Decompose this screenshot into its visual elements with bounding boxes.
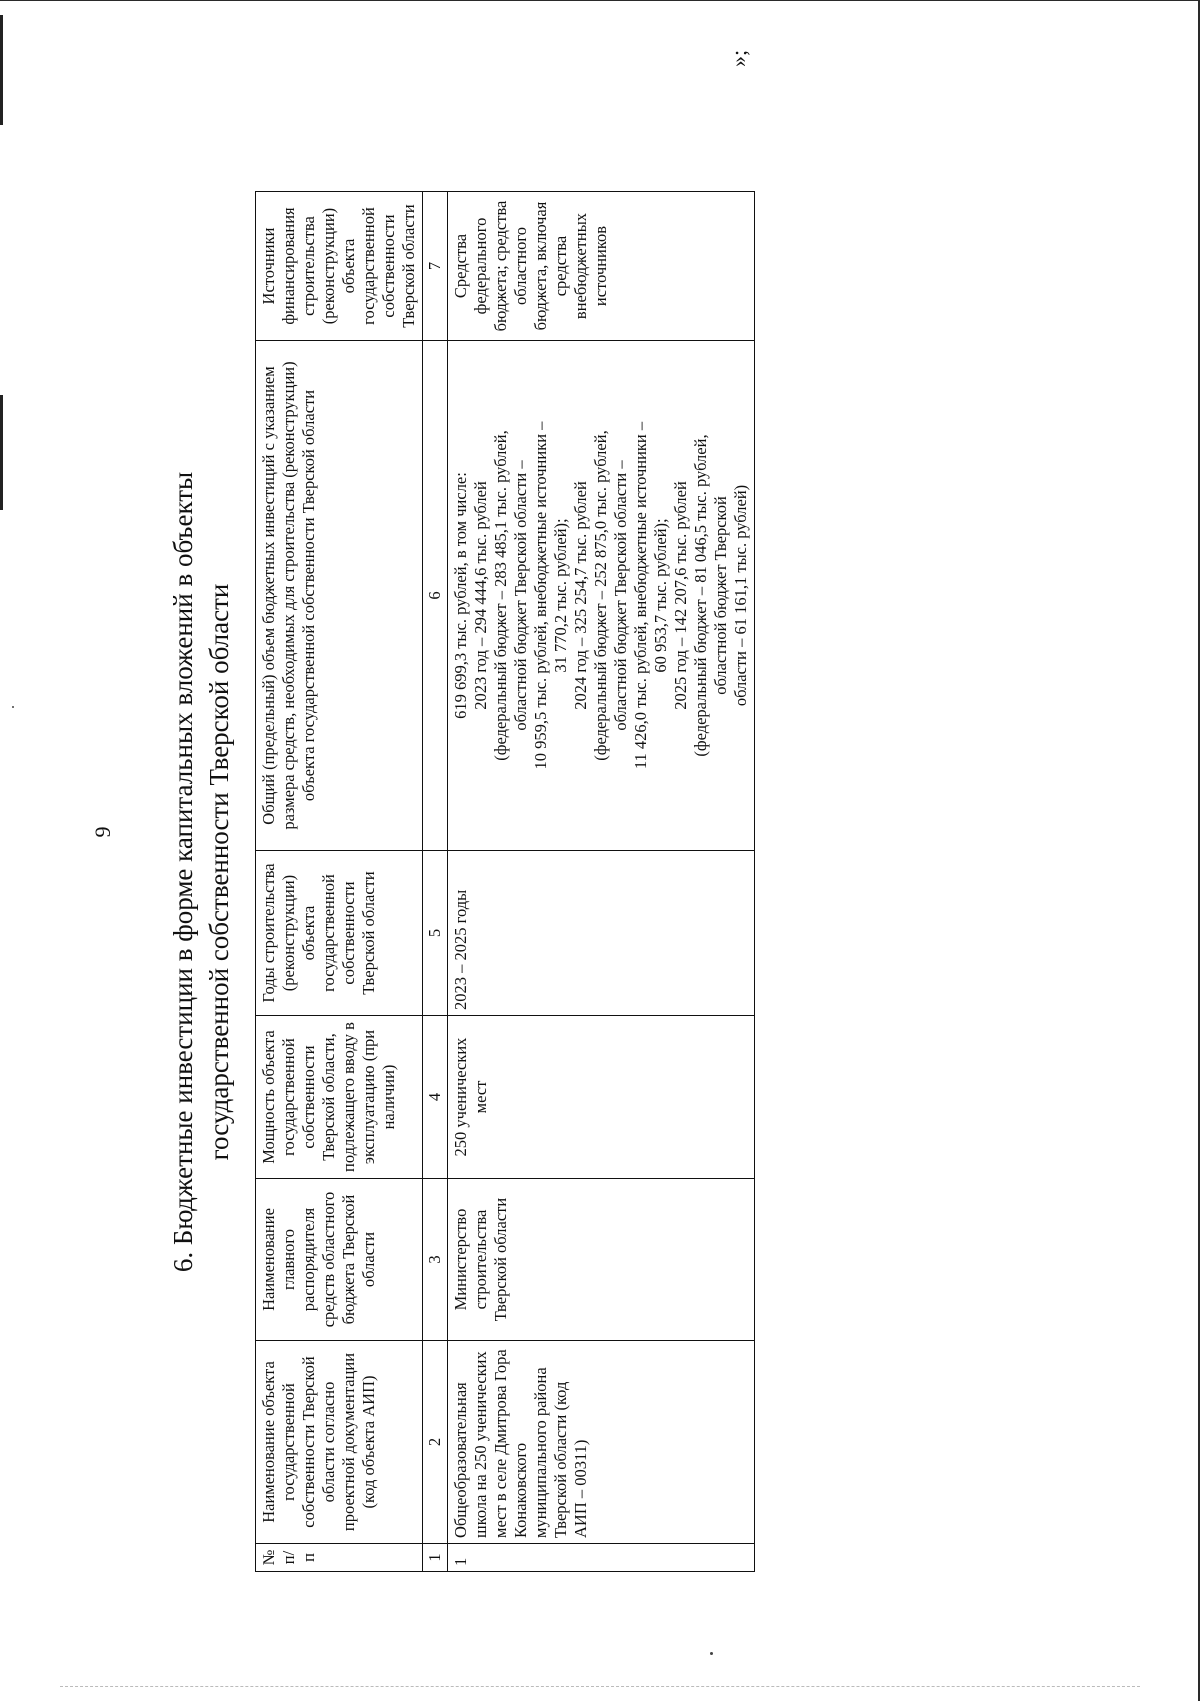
manager-cell: Министерство строительства Тверской области xyxy=(448,1179,755,1341)
column-number: 1 xyxy=(423,1544,448,1572)
header-sources: Источники финансирования строительства (реконструкции) объекта государственной собственности Тверской области xyxy=(256,192,423,341)
scan-speck xyxy=(12,706,14,708)
volume-line: (федеральный бюджет – 81 046,5 тыс. рублей, xyxy=(691,434,710,757)
header-number: № п/п xyxy=(256,1544,423,1572)
sources-cell: Средства федерального бюджета; средства областного бюджета, включая средства внебюджетных источников xyxy=(448,192,755,341)
volume-line: областной бюджет Тверской области – xyxy=(511,460,530,731)
scan-artifact xyxy=(0,395,3,510)
header-object-name: Наименование объекта государственной собственности Тверской области согласно проектной документации (код объекта АИП) xyxy=(256,1341,423,1544)
volume-line: 619 699,3 тыс. рублей, в том числе: xyxy=(451,472,470,719)
column-number: 2 xyxy=(423,1341,448,1544)
header-capacity: Мощность объекта государственной собственности Тверской области, подлежащего вводу в эксплуатацию (при наличии) xyxy=(256,1016,423,1179)
title-line-1: 6. Бюджетные инвестиции в форме капитальных вложений в объекты xyxy=(168,471,198,1273)
header-years: Годы строительства (реконструкции) объекта государственной собственности Тверской области xyxy=(256,851,423,1016)
title-line-2: государственной собственности Тверской области xyxy=(204,583,234,1161)
header-volume: Общий (предельный) объем бюджетных инвестиций с указанием размера средств, необходимых для строительства (реконструкции) объекта государственной собственности Тверской области xyxy=(256,341,423,851)
volume-line: 2025 год – 142 207,6 тыс. рублей xyxy=(671,481,690,710)
column-number: 3 xyxy=(423,1179,448,1341)
table-row xyxy=(448,192,755,1572)
volume-line: (федеральный бюджет – 283 485,1 тыс. рублей, xyxy=(491,430,510,761)
volume-line: 60 953,7 тыс. рублей); xyxy=(651,518,670,673)
row-number: 1 xyxy=(448,1544,755,1572)
volume-line: 11 426,0 тыс. рублей, внебюджетные источники – xyxy=(631,421,650,770)
volume-line: областной бюджет Тверской области – xyxy=(611,460,630,731)
object-name-cell: Общеобразовательная школа на 250 ученических мест в селе Дмитрова Гора Конаковского муниципального района Тверской области (код АИП – 00311) xyxy=(448,1341,755,1544)
header-manager: Наименование главного распорядителя средств областного бюджета Тверской области xyxy=(256,1179,423,1341)
closing-quote-mark: »; xyxy=(726,49,751,67)
volume-line: области – 61 161,1 тыс. рублей) xyxy=(731,484,750,707)
section-title xyxy=(165,432,237,1312)
column-number: 6 xyxy=(423,341,448,851)
volume-line: (федеральный бюджет – 252 875,0 тыс. рублей, xyxy=(591,430,610,761)
volume-line: 2023 год – 294 444,6 тыс. рублей xyxy=(471,481,490,710)
volume-line: областной бюджет Тверской xyxy=(711,496,730,695)
column-number: 5 xyxy=(423,851,448,1016)
scan-noise xyxy=(60,1686,1140,1688)
table-header-row xyxy=(256,192,423,1572)
volume-cell xyxy=(448,341,755,851)
years-cell: 2023 – 2025 годы xyxy=(448,851,755,1016)
investment-table xyxy=(255,191,755,1572)
capacity-cell: 250 ученических мест xyxy=(448,1016,755,1179)
rotated-document-page xyxy=(80,49,780,1672)
column-number: 4 xyxy=(423,1016,448,1179)
column-number: 7 xyxy=(423,192,448,341)
volume-line: 31 770,2 тыс. рублей); xyxy=(551,518,570,673)
volume-line: 2024 год – 325 254,7 тыс. рублей xyxy=(571,481,590,710)
scan-artifact xyxy=(0,15,3,125)
page-number: 9 xyxy=(90,826,115,838)
column-number-row xyxy=(423,192,448,1572)
volume-line: 10 959,5 тыс. рублей, внебюджетные источники – xyxy=(531,421,550,770)
